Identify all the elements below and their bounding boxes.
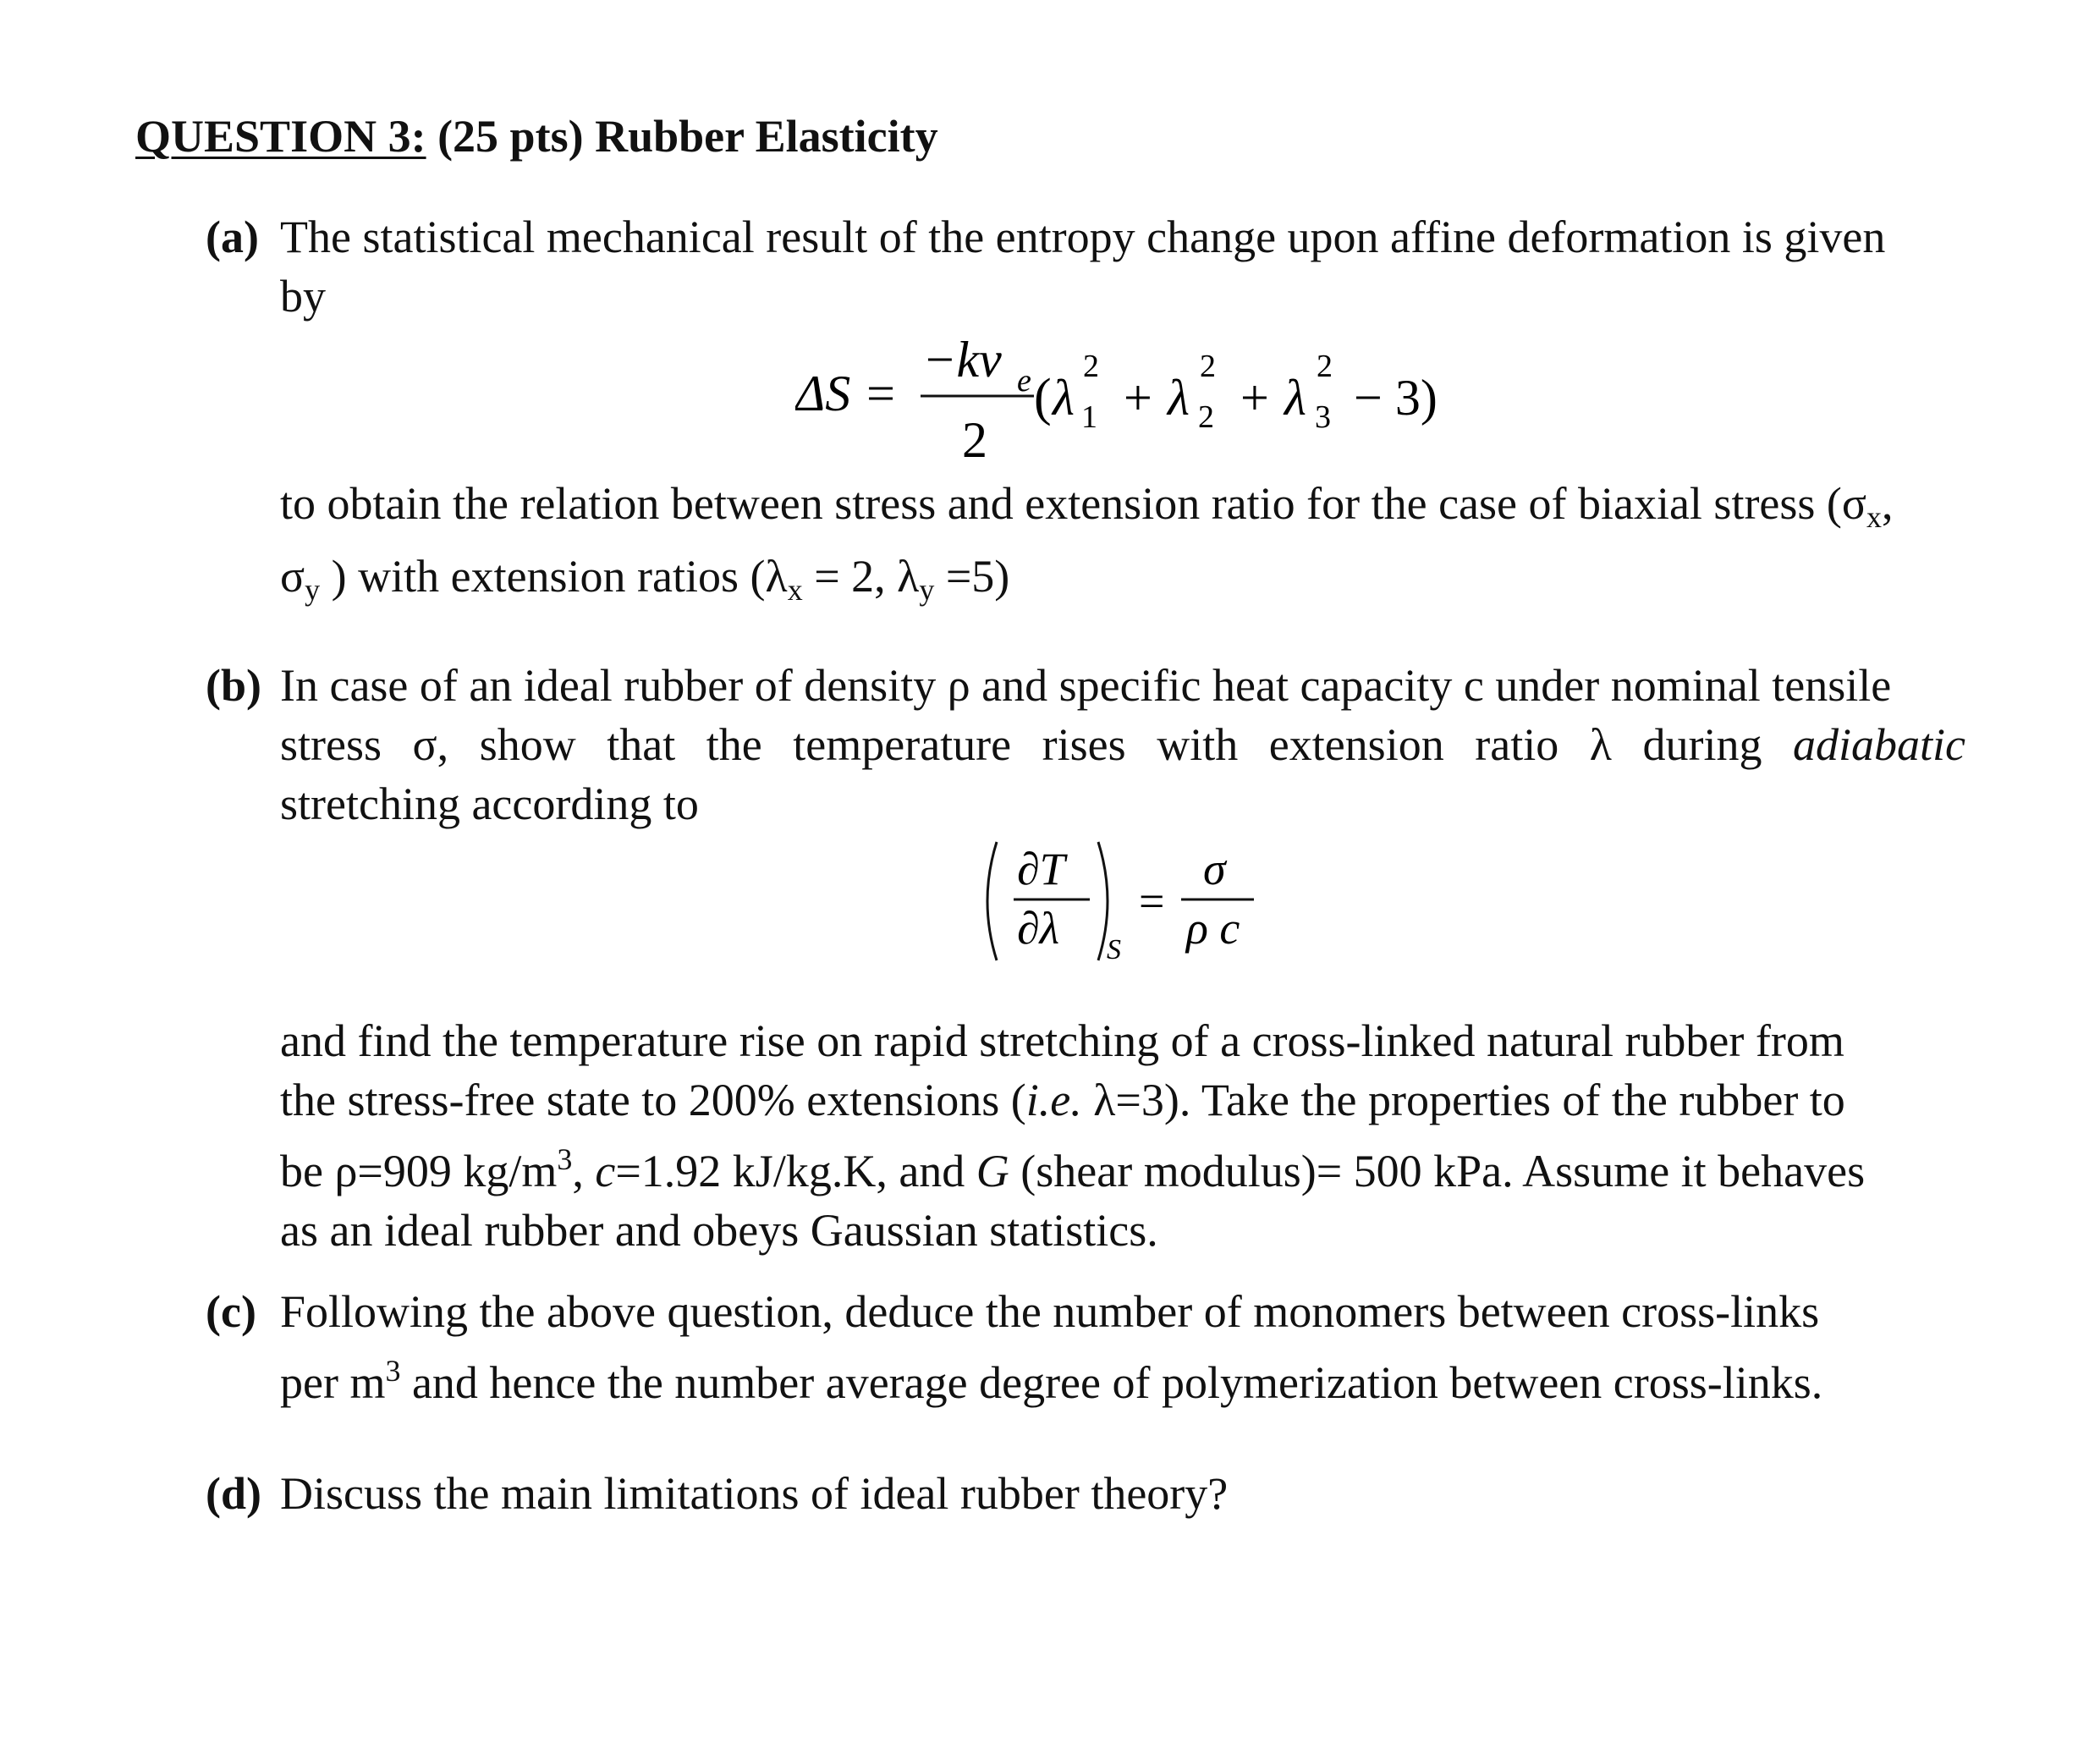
- eq2-left-paren: [987, 842, 997, 960]
- part-d-text: Discuss the main limitations of ideal rubber theory?: [280, 1468, 1229, 1519]
- part-c: [206, 1282, 1965, 1412]
- part-c-line2: per $m^3$ and hence the number average degree of polymerization between cross-links.: [280, 1354, 1823, 1408]
- eq2-rhs-denominator: ρ c: [1186, 903, 1240, 954]
- eq-sub-1: 1: [1081, 399, 1097, 435]
- eq2-numerator: ∂T: [1017, 844, 1065, 894]
- part-a: [206, 207, 1965, 326]
- part-b-label: (b): [206, 660, 261, 711]
- part-a-after-line2: $\sigma_y$ ) with extension ratios ($\lambda_x = 2$, $\lambda_y =5$): [280, 551, 1010, 607]
- eq-lambda-2: λ: [1168, 370, 1190, 426]
- part-b-p2-line1: and find the temperature rise on rapid stretching of a cross-linked natural rubber from: [280, 1015, 1844, 1066]
- eq-denominator: 2: [962, 412, 987, 468]
- part-b-line1: In case of an ideal rubber of density ρ and specific heat capacity c under nominal tensile: [280, 660, 1892, 711]
- eq-sq-2: 2: [1200, 349, 1216, 384]
- part-d-label: (d): [206, 1468, 261, 1519]
- part-c-label: (c): [206, 1286, 256, 1337]
- part-b-p2-line4: as an ideal rubber and obeys Gaussian statistics.: [280, 1205, 1158, 1256]
- eq-sq-3: 2: [1317, 349, 1333, 384]
- eq-numerator-sub: e: [1017, 363, 1031, 399]
- question-title: (25 pts) Rubber Elasticity: [437, 111, 938, 162]
- eq2-rhs-numerator: σ: [1203, 844, 1226, 894]
- eq-paren: (: [1034, 369, 1052, 426]
- eq-numerator: −kv: [922, 332, 1002, 388]
- eq-minus-three: − 3): [1354, 370, 1438, 426]
- part-b-continuation: [206, 1011, 1965, 1260]
- part-b: [206, 656, 1965, 833]
- eq2-denominator: ∂λ: [1017, 903, 1060, 954]
- question-heading: [135, 110, 938, 162]
- eq-plus-1: +: [1124, 370, 1152, 426]
- part-b-line2: stress σ, show that the temperature rises with extension ratio λ during adiabatic: [280, 719, 1965, 770]
- part-a-after-line1: to obtain the relation between stress and extension ratio for the case of biaxial stress ($\sigma_x$,: [280, 478, 1894, 534]
- temperature-equation: [973, 833, 1278, 973]
- eq2-equals: =: [1139, 876, 1165, 927]
- eq-sq-1: 2: [1083, 349, 1099, 384]
- eq-lhs: ΔS =: [795, 366, 898, 421]
- part-a-label: (a): [206, 212, 259, 262]
- part-a-intro-line1: The statistical mechanical result of the entropy change upon affine deformation is given: [280, 212, 1886, 262]
- eq-lambda-1: λ: [1053, 370, 1075, 426]
- eq-sub-2: 2: [1198, 399, 1214, 435]
- part-a-continuation: [206, 474, 1965, 619]
- eq2-subscript: S: [1107, 934, 1121, 965]
- part-a-intro-line2: by: [280, 271, 326, 322]
- eq-sub-3: 3: [1315, 399, 1331, 435]
- part-c-line1: Following the above question, deduce the number of monomers between cross-links: [280, 1286, 1820, 1337]
- question-number: QUESTION 3:: [135, 111, 426, 162]
- entropy-equation: [795, 330, 1472, 482]
- part-d: [206, 1464, 1965, 1523]
- part-b-p2-line2: the stress-free state to 200% extensions (i.e. λ=3). Take the properties of the rubber to: [280, 1075, 1845, 1125]
- part-b-p2-line3: be ρ=909 $kg/m^3$, c=1.92 kJ/kg.K, and G (shear modulus)= 500 kPa. Assume it behaves: [280, 1142, 1866, 1196]
- eq-plus-2: +: [1240, 370, 1269, 426]
- part-b-line3: stretching according to: [280, 778, 699, 829]
- eq-lambda-3: λ: [1284, 370, 1306, 426]
